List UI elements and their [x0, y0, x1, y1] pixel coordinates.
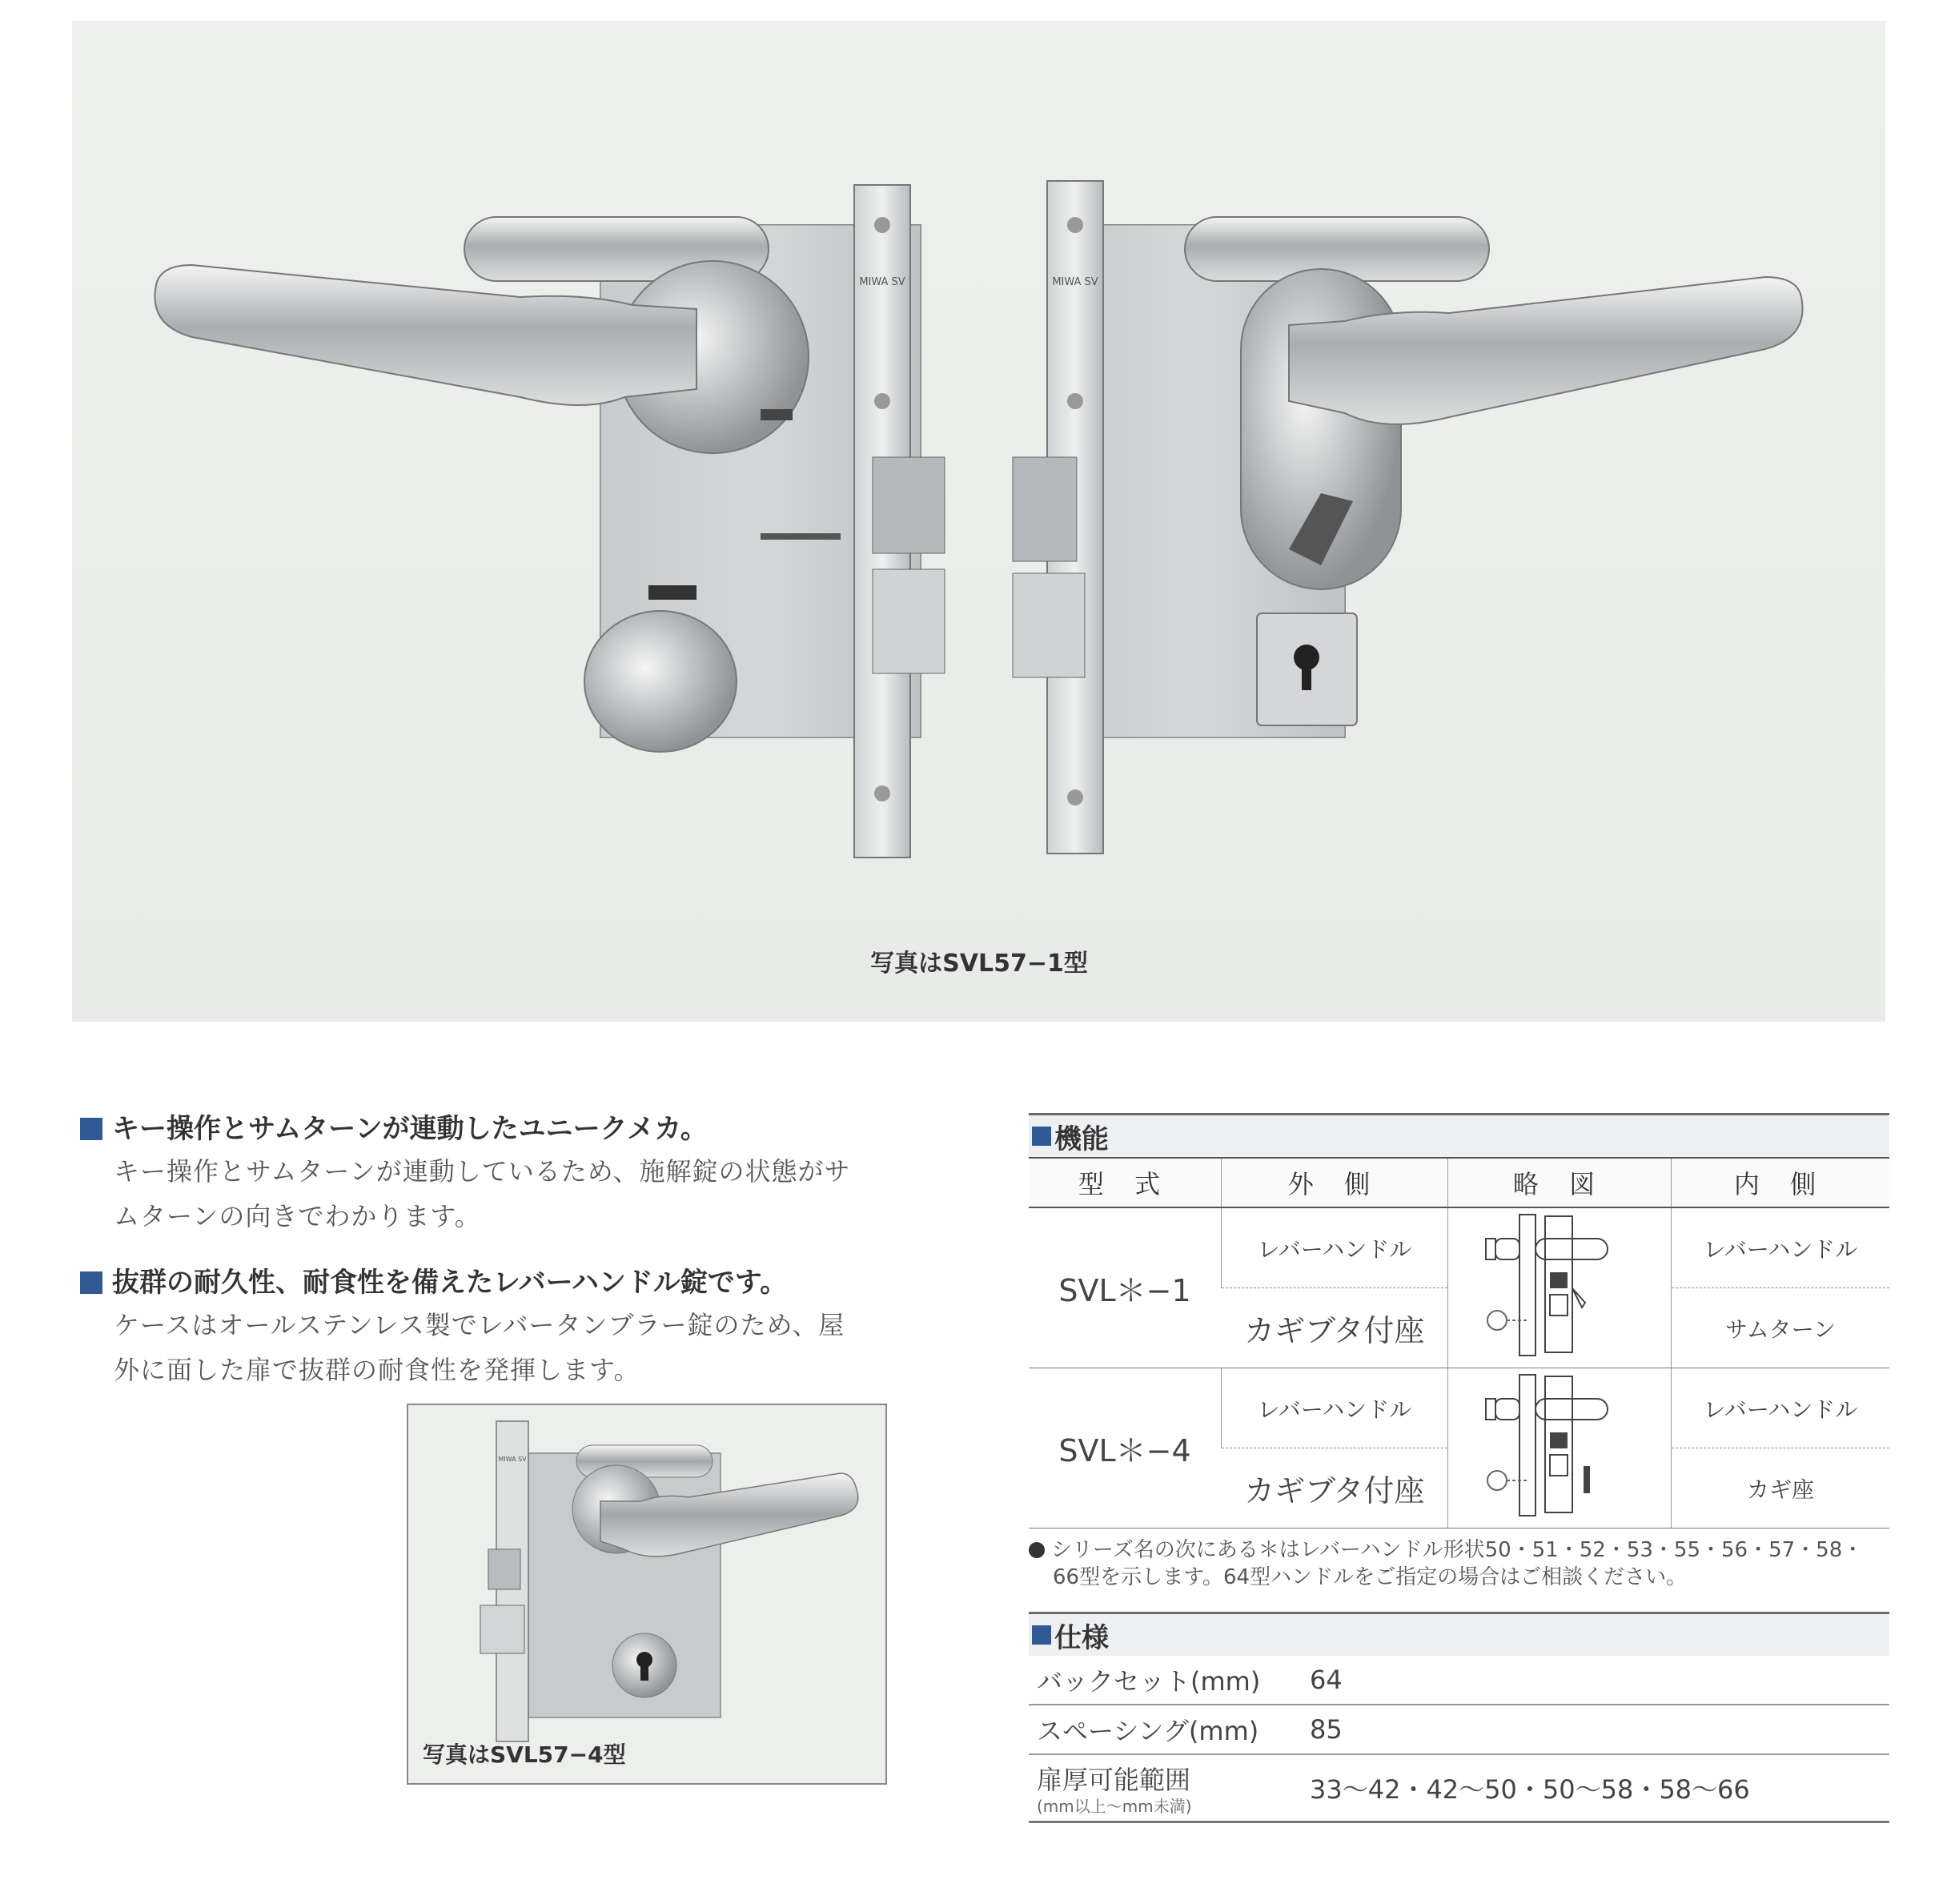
spec-column [1029, 1113, 1889, 1823]
spec-label: 扉厚可能範囲 [1037, 1765, 1191, 1795]
bullet-square-icon [1032, 1625, 1051, 1645]
lock-set-illustration [72, 21, 1885, 1022]
feature-heading: キー操作とサムターンが連動したユニークメカ。 [112, 1113, 708, 1145]
small-photo [407, 1404, 887, 1785]
header-inner: 内 側 [1672, 1158, 1890, 1207]
inner-top-cell: レバーハンドル [1672, 1368, 1890, 1448]
outer-top-cell: レバーハンドル [1222, 1207, 1448, 1288]
table-row [1029, 1656, 1889, 1705]
bullet-square-icon [1032, 1127, 1051, 1146]
inner-top-cell: レバーハンドル [1672, 1207, 1890, 1288]
hero-caption: 写真はSVL57−1型 [870, 950, 1088, 978]
inner-bottom-cell: サムターン [1672, 1288, 1890, 1368]
feature-body-line: ムターンの向きでわかります。 [114, 1201, 481, 1231]
spec-label: バックセット(mm) [1029, 1656, 1294, 1705]
header-diagram: 略 図 [1448, 1158, 1672, 1207]
table-row [1029, 1705, 1889, 1754]
feature-list [80, 1109, 945, 1416]
table-row [1029, 1754, 1889, 1822]
diagram-cell [1448, 1207, 1672, 1368]
right-faceplate-label: MIWA SV [1052, 276, 1098, 288]
function-note-text: シリーズ名の次にある＊はレバーハンドル形状50・51・52・53・55・56・57・58・66型を示します。64型ハンドルをご指定の場合はご相談ください。 [1051, 1538, 1864, 1589]
bullet-dot-icon [1029, 1542, 1045, 1558]
feature-item [80, 1109, 945, 1239]
function-table [1029, 1157, 1889, 1528]
feature-body-line: キー操作とサムターンが連動しているため、施解錠の状態がサ [114, 1156, 851, 1187]
table-row [1029, 1207, 1889, 1288]
schematic-svl-1-icon [1449, 1208, 1670, 1362]
outer-top-cell: レバーハンドル [1222, 1368, 1448, 1448]
model-cell: SVL＊−4 [1029, 1368, 1222, 1528]
feature-body-line: 外に面した扉で抜群の耐食性を発揮します。 [114, 1355, 640, 1385]
feature-heading: 抜群の耐久性、耐食性を備えたレバーハンドル錠です。 [112, 1267, 788, 1299]
outer-bottom-cell: カギブタ付座 [1222, 1448, 1448, 1528]
table-row [1029, 1368, 1889, 1448]
schematic-svl-4-icon [1449, 1368, 1670, 1522]
small-faceplate-label: MIWA SV [498, 1456, 527, 1463]
function-title: 機能 [1054, 1123, 1109, 1155]
feature-item [80, 1263, 945, 1392]
bullet-square-icon [80, 1271, 102, 1294]
header-model: 型 式 [1029, 1158, 1222, 1207]
spec-value: 64 [1294, 1656, 1889, 1705]
spec-section-header [1029, 1612, 1889, 1656]
function-section-header [1029, 1113, 1889, 1157]
spec-table [1029, 1656, 1889, 1823]
bullet-square-icon [80, 1118, 102, 1140]
feature-body-line: ケースはオールステンレス製でレバータンブラー錠のため、屋 [114, 1310, 845, 1340]
inner-bottom-cell: カギ座 [1672, 1448, 1890, 1528]
spec-label-cell [1029, 1754, 1294, 1822]
spec-value: 33〜42・42〜50・50〜58・58〜66 [1294, 1754, 1889, 1822]
spec-value: 85 [1294, 1705, 1889, 1754]
hero-photo [72, 21, 1885, 1022]
lock-svl57-4-illustration [408, 1405, 885, 1783]
spec-title: 仕様 [1054, 1621, 1109, 1654]
small-photo-caption: 写真はSVL57−4型 [423, 1741, 626, 1768]
spec-sublabel: (mm以上〜mm未満) [1037, 1797, 1192, 1816]
function-note [1029, 1536, 1889, 1591]
header-outer: 外 側 [1222, 1158, 1448, 1207]
outer-bottom-cell: カギブタ付座 [1222, 1288, 1448, 1368]
spec-label: スペーシング(mm) [1029, 1705, 1294, 1754]
left-faceplate-label: MIWA SV [859, 276, 905, 288]
model-cell: SVL＊−1 [1029, 1207, 1222, 1368]
diagram-cell [1448, 1368, 1672, 1528]
